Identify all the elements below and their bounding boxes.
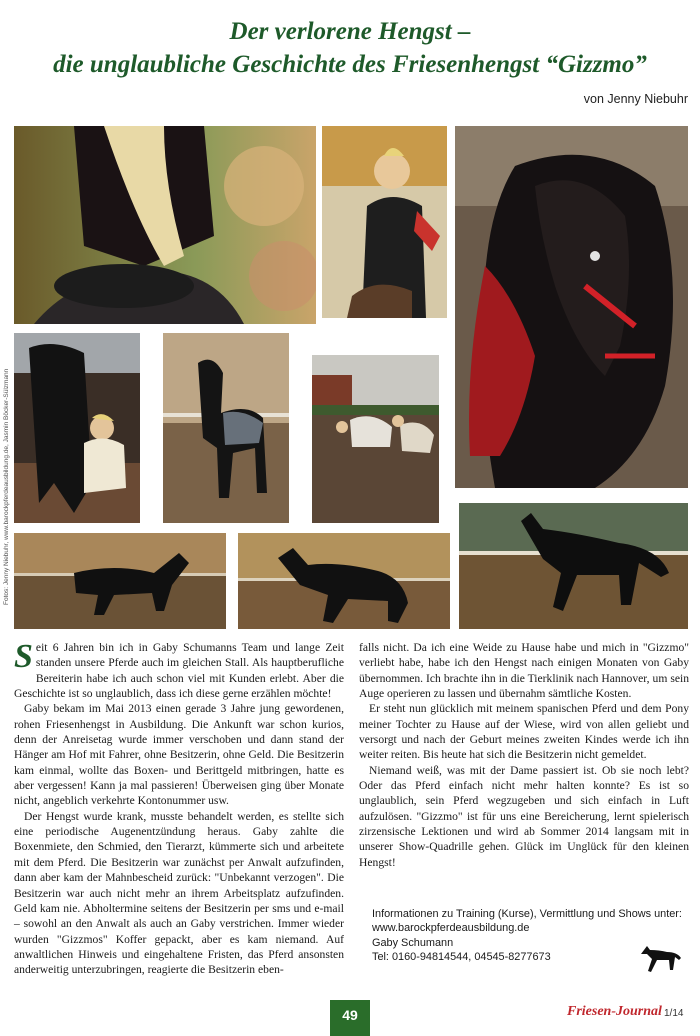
article-body-left-column (14, 640, 344, 978)
paragraph: Gaby bekam im Mai 2013 einen gerade 3 Jahre jung gewordenen, rohen Friesenhengst in Ausbildung. Die Ankunft war schon kurios, denn der Anreisetag wurde immer verschoben und dann stand der Hänger am Hof mit Fahrer, ohne Besitzerin, ohne Geld. Die Besitzerin kam einmal, wollte das Boxen- und Berittgeld mitbringen, hatte es aber vergessen! Kann ja mal passieren! Überweisen ging über Monate nicht, angeblich verkehrte Kontonummer usw. (14, 702, 344, 808)
photo-credit: Fotos: Jenny Niebuhr, www.barockpferdeausbildung.de, Jasmin Böcker-Sülzmann (3, 368, 10, 605)
horse-silhouette-icon (637, 940, 685, 976)
article-body-right-column (359, 640, 689, 870)
paragraph: Seit 6 Jahren bin ich in Gaby Schumanns Team und lange Zeit standen unsere Pferde auch im gleichen Stall. Als hauptberufliche Bereiterin habe ich auch schon viel mit Kunden erlebt. Aber die Geschichte ist so unglaublich, dass ich diese gerne erzählen möchte! (14, 638, 344, 701)
contact-name: Gaby Schumann (372, 936, 454, 949)
page-number: 49 (330, 1000, 370, 1036)
website-link[interactable]: www.barockpferdeausbildung.de (372, 922, 530, 935)
article-title-line-1: Der verlorene Hengst – (229, 18, 471, 45)
photo-woman-kneeling-with-horse (14, 333, 140, 523)
article-author: von Jenny Niebuhr (583, 92, 688, 106)
photo-horse-trotting-2 (238, 533, 450, 629)
paragraph: Der Hengst wurde krank, musste behandelt werden, es stellte sich eine periodische Augenentzündung heraus. Gaby zahlte die Boxenmiete, den Schmied, den Tierarzt, kümmerte sich und arbeitete mit dem Pferd. Die Besitzerin war zunächst per Anwalt aufzufinden, dann aber kam der Mahnbescheid zurück: "Unbekannt verzogen". Die Besitzerin war auch nicht mehr an ihrem Arbeitsplatz aufzufinden. Geld kam nie. Abholtermine seitens der Besitzerin per sms und e-mail – sowohl an den Anwalt als auch an Gaby verstrichen. Immer wieder wurden "Gizzmos" Koffer gepackt, aber es kam niemand. Auf anwaltlichen Hinweis und eingehaltene Fristen, das Pferd ansonsten anderweitig unterzubringen, reagierte die Besitzerin eben- (14, 809, 344, 977)
info-line: Informationen zu Training (Kurse), Vermittlung und Shows unter: (372, 908, 682, 920)
photo-horse-trotting-3 (459, 503, 688, 629)
contact-phone: Tel: 0160-94814544, 04545-8277673 (372, 950, 551, 963)
article-title-line-2: die unglaubliche Geschichte des Friesenhengst “Gizzmo” (53, 51, 647, 78)
photo-horse-standing-paddock (163, 333, 289, 523)
journal-logo: Friesen-Journal (567, 1004, 662, 1019)
photo-rider-blonde (14, 126, 316, 324)
photo-horse-closeup-red-bridle (455, 126, 688, 488)
photo-horse-trotting-1 (14, 533, 226, 629)
dropcap-letter: S (14, 638, 33, 675)
photo-horses-lying-with-people (312, 355, 439, 523)
paragraph: Er steht nun glücklich mit meinem spanischen Pferd und dem Pony meiner Tochter zu Hause auf der Wiese, wird von allen geliebt und versorgt und nach der Geburt meines zweiten Kindes werde ich ihn weiter reiten. Bis heute hat sich die Besitzerin nicht gemeldet. (359, 702, 689, 762)
paragraph: falls nicht. Da ich eine Weide zu Hause habe und mich in "Gizzmo" verliebt habe, habe ich den Hengst nach einigen Monaten von Gaby übernommen. Ich brachte ihn in die Tierklinik nach Hannover, um sein Auge operieren zu lassen und übernahm sämtliche Kosten. (359, 641, 689, 701)
photo-woman-lunging (322, 126, 447, 318)
paragraph: Niemand weiß, was mit der Dame passiert ist. Ob sie noch lebt? Oder das Pferd einfach nicht mehr halten konnte? Es ist so unglaublich, sein Pferd wegzugeben und sich einfach in Luft aufzulösen. "Gizzmo" ist für uns eine Bereicherung, lernt spielerisch zirzensische Lektionen und wird ab Sommer 2014 langsam mit in unserer Show-Quadrille gehen. Glück im Unglück für den kleinen Hengst! (359, 763, 689, 869)
issue-number: 1/14 (664, 1008, 684, 1019)
